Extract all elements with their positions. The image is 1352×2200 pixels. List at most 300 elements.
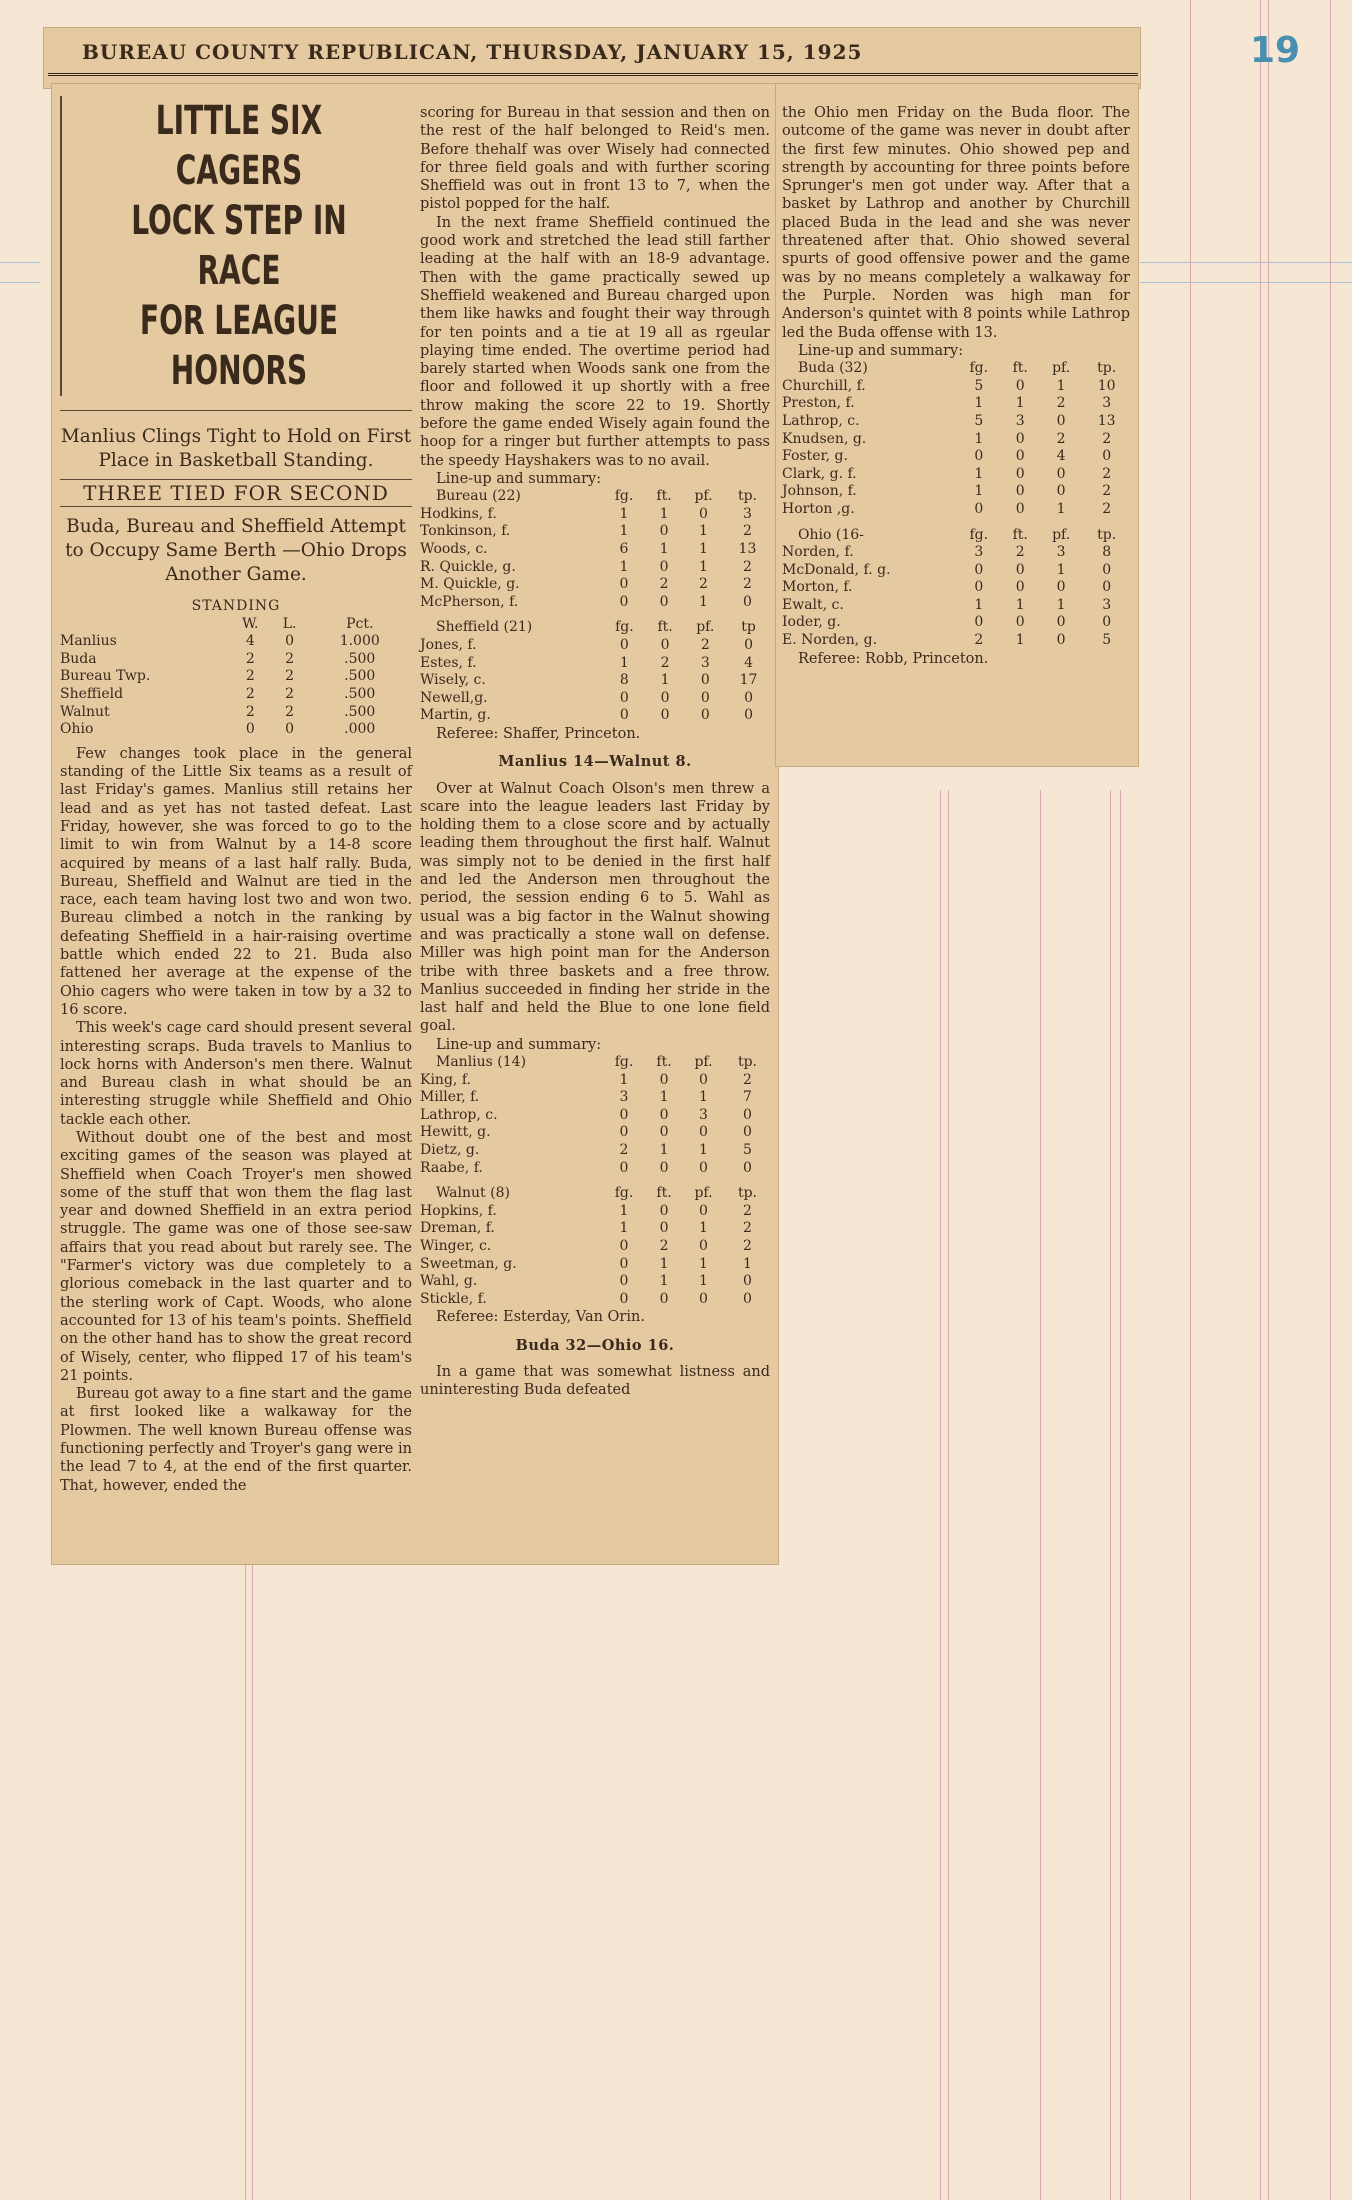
table-cell: 0 [659,1124,669,1141]
table-cell: 2 [660,654,670,671]
article-paragraph: Bureau got away to a fine start and the game at first looked like a walkaway for the Plowmen. The well known Bureau offense was functioning perfectly and Troyer's gang were in the lead 7 to 4, at the end of the first quarter. That, however, ended the [60,1386,412,1494]
table-cell: 0 [285,721,295,738]
table-cell: 2 [1102,483,1112,500]
table-cell: Ohio [60,721,94,738]
table-cell: 0 [743,1106,752,1123]
ledger-line [0,282,40,283]
subhead: Buda 32—Ohio 16. [515,1336,675,1354]
table-cell: 2 [245,650,255,667]
table-row [420,1273,770,1291]
table-row [60,633,412,651]
table-cell: 0 [1015,465,1025,482]
table-cell: Hodkins, f. [420,505,497,522]
table-cell: 5 [974,412,984,429]
table-cell: 0 [659,1159,669,1176]
article-paragraph: This week's cage card should present several interesting scraps. Buda travels to Manlius to lock horns with Anderson's men there. Walnut and Bureau clash in what should be an interesting struggle while Sheffield and Ohio tackle each other. [60,1020,412,1128]
table-header-row [782,360,1130,378]
ledger-line [1268,0,1269,2200]
table-cell: 3 [974,544,984,561]
table-cell: 2 [285,650,295,667]
table-cell: 0 [743,593,752,610]
table-header: pf. [1052,526,1071,543]
table-cell: 0 [659,1071,669,1088]
table-cell: 1 [1015,632,1025,649]
table-cell: 1 [619,654,629,671]
table-cell: 0 [659,558,669,575]
table-cell: 2 [974,632,984,649]
table-header: L. [282,615,297,632]
table-cell: 0 [619,689,629,706]
lineup-label: Line-up and summary: [798,342,964,359]
table-cell: 13 [1097,412,1116,429]
table-cell: Hopkins, f. [420,1202,497,1219]
table-cell: 0 [619,1273,629,1290]
table-cell: 0 [1056,412,1066,429]
table-cell: 0 [699,1071,708,1088]
ledger-line [1120,790,1121,2200]
table-cell: M. Quickle, g. [420,576,520,593]
table-cell: 10 [1097,377,1116,394]
table-cell: 1 [699,558,708,575]
table-cell: Knudsen, g. [782,430,867,447]
box-score-sheffield [420,619,770,725]
table-cell: 8 [619,672,629,689]
table-cell: Dreman, f. [420,1220,495,1237]
table-cell: 2 [743,576,752,593]
article-paragraph: the Ohio men Friday on the Buda floor. The outcome of the game was never in doubt after the first few minutes. Ohio showed pep and strength by accounting for three points before Sprunger's men got under way. After that a basket by Lathrop and another by Churchill placed Buda in the lead and she was never threatened after that. Ohio showed several spurts of good offensive power and the game was by no means completely a walkaway for the Purple. Norden was high man for Anderson's quintet with 8 points while Lathrop led the Buda offense with 13. [782,105,1130,341]
article-paragraph: Few changes took place in the general standing of the Little Six teams as a result of last Friday's games. Manlius still retains her lead and as yet has not tasted defeat. Last Friday, however, she was forced to go to the limit to win from Walnut by a 14-8 score acquired by means of a last half rally. Buda, Bureau, Sheffield and Walnut are tied in the race, each team having lost two and won two. Bureau climbed a notch in the ranking by defeating Sheffield in a hair-raising overtime battle which ended 22 to 21. Buda also fattened her average at the expense of the Ohio cagers who were taken in tow by a 32 to 16 score. [60,745,412,1018]
table-cell: 8 [1102,544,1112,561]
table-header: tp. [1097,360,1117,377]
table-header: pf. [694,1185,713,1202]
ledger-line [1040,790,1041,2200]
table-cell: 1 [619,558,629,575]
table-cell: 0 [1015,561,1025,578]
ledger-line [252,1540,253,2200]
table-cell: 0 [245,721,255,738]
table-cell: 1 [659,1255,669,1272]
table-cell: Martin, g. [420,707,491,724]
table-cell: 1 [1056,500,1066,517]
table-cell: Sheffield [60,685,124,702]
table-row [782,395,1130,413]
deck-1: Manlius Clings Tight to Hold on First Place in Basketball Standing. [60,410,412,473]
box-score-walnut [420,1185,770,1308]
table-cell: 7 [743,1089,752,1106]
page-number: 19 [1250,30,1301,71]
table-cell: 3 [743,505,752,522]
table-row [420,559,770,577]
table-cell: 1 [1015,395,1025,412]
table-cell: Woods, c. [420,541,488,558]
table-cell: 1 [1056,377,1066,394]
table-cell: Johnson, f. [782,483,857,500]
table-cell: Churchill, f. [782,377,866,394]
table-cell: 2 [245,703,255,720]
table-cell: 1 [699,1089,708,1106]
table-row [420,1160,770,1178]
table-cell: McDonald, f. g. [782,561,891,578]
table-cell: 0 [1056,483,1066,500]
table-cell: Jones, f. [420,636,477,653]
table-header: ft. [1012,526,1028,543]
table-header [60,616,229,634]
table-cell: 4 [744,654,753,671]
table-cell: 2 [743,523,752,540]
table-header: tp. [737,488,757,505]
subhead: Manlius 14—Walnut 8. [498,753,692,771]
table-cell: 1 [699,1220,708,1237]
standings-title: STANDING [191,598,281,615]
table-row [782,413,1130,431]
table-cell: 3 [699,1106,708,1123]
table-cell: 0 [700,672,710,689]
table-row [60,651,412,669]
table-cell: Stickle, f. [420,1290,487,1307]
table-cell: 2 [659,1237,669,1254]
table-cell: 0 [700,689,710,706]
table-row [60,668,412,686]
table-cell: 2 [700,636,710,653]
box-score-ohio [782,527,1130,650]
table-header: tp. [737,1185,757,1202]
table-header: ft. [657,619,673,636]
table-cell: 2 [743,1071,752,1088]
table-cell: 1 [659,1089,669,1106]
table-cell: 0 [619,1106,629,1123]
table-header: fg. [969,526,989,543]
table-cell: 1 [619,1202,629,1219]
table-cell: 0 [660,707,670,724]
table-cell: 1 [974,483,984,500]
table-cell: Lathrop, c. [782,412,860,429]
table-row [420,1072,770,1090]
table-row [420,1220,770,1238]
table-cell: McPherson, f. [420,593,519,610]
table-cell: 1 [660,672,670,689]
headline-block [60,96,412,396]
table-cell: Horton ,g. [782,500,855,517]
table-cell: 0 [1015,377,1025,394]
deck-2: THREE TIED FOR SECOND [60,479,412,507]
table-cell: 0 [974,448,984,465]
article-paragraph: scoring for Bureau in that session and then on the rest of the half belonged to Reid's men. Before thehalf was over Wisely had connected for three field goals and with further scoring Sheffield was out in front 13 to 7, when the pistol popped for the half. [420,105,770,213]
table-cell: 1 [619,1220,629,1237]
table-cell: 0 [619,1255,629,1272]
table-cell: 2 [743,1237,752,1254]
column-3 [782,104,1130,668]
table-cell: 0 [699,1202,708,1219]
table-row [420,576,770,594]
table-header: Buda (32) [798,360,868,377]
table-cell: Newell,g. [420,689,488,706]
table-cell: Wisely, c. [420,672,486,689]
table-cell: 0 [1015,500,1025,517]
table-cell: 1 [699,593,708,610]
table-cell: 0 [660,689,670,706]
table-cell: 4 [1056,448,1066,465]
ledger-line [1190,0,1191,2200]
table-cell: 0 [974,579,984,596]
table-cell: 1 [1056,561,1066,578]
lineup-label: Line-up and summary: [436,470,602,487]
article-paragraph: Without doubt one of the best and most exciting games of the season was played at Sheffield when Coach Troyer's men showed some of the stuff that won them the flag last year and downed Sheffield in an extra period struggle. The game was one of those see-saw affairs that you read about but rarely see. The "Farmer's victory was due completely to a glorious comeback in the last quarter and to the sterling work of Capt. Woods, who alone accounted for 13 of his team's points. Sheffield on the other hand has to show the great record of Wisely, center, who flipped 17 of his team's 21 points. [60,1129,412,1384]
table-header: Manlius (14) [436,1054,527,1070]
table-row [60,704,412,722]
table-cell: 0 [974,561,984,578]
table-cell: 0 [1015,579,1025,596]
table-header-row [60,616,412,634]
table-cell: 2 [743,558,752,575]
table-cell: 2 [699,576,708,593]
table-cell: 1 [619,1071,629,1088]
ledger-line [0,262,40,263]
table-cell: 0 [744,636,753,653]
table-cell: 0 [699,1159,708,1176]
table-cell: 0 [619,593,629,610]
table-cell: 3 [1015,412,1025,429]
table-cell: .500 [344,650,376,667]
table-cell: Preston, f. [782,395,855,412]
table-header: Walnut (8) [436,1185,510,1202]
table-header: W. [242,615,259,632]
table-cell: 2 [1102,500,1112,517]
table-cell: 0 [743,1273,752,1290]
lineup-label: Line-up and summary: [436,1036,602,1053]
table-cell: .500 [344,703,376,720]
table-cell: Norden, f. [782,544,854,561]
table-cell: Buda [60,650,97,667]
table-cell: .500 [344,668,376,685]
standings-table [60,616,412,739]
table-cell: 2 [245,668,255,685]
table-row [420,1291,770,1309]
table-cell: 0 [660,636,670,653]
table-header: fg. [969,360,989,377]
referee-line: Referee: Esterday, Van Orin. [436,1309,645,1326]
table-cell: 1 [699,1273,708,1290]
box-score-buda [782,360,1130,518]
table-cell: Lathrop, c. [420,1106,498,1123]
table-cell: 5 [1102,632,1112,649]
table-cell: 2 [1056,395,1066,412]
table-row [782,614,1130,632]
table-cell: 1 [699,523,708,540]
table-cell: 0 [699,1124,708,1141]
table-header: Sheffield (21) [436,619,533,636]
table-cell: 0 [700,707,710,724]
table-cell: 0 [1015,614,1025,631]
table-cell: .000 [344,721,376,738]
table-row [420,1142,770,1160]
table-cell: 1 [699,1141,708,1158]
ledger-line [1140,262,1352,263]
box-score-bureau [420,488,770,611]
table-row [782,544,1130,562]
table-header: fg. [614,1054,634,1070]
table-cell: 0 [619,1290,629,1307]
table-row [782,431,1130,449]
ledger-line [245,1540,246,2200]
table-cell: Wahl, g. [420,1273,478,1290]
table-row [420,1203,770,1221]
table-cell: 0 [659,1220,669,1237]
table-cell: Miller, f. [420,1089,480,1106]
table-header: Bureau (22) [436,488,521,505]
table-cell: 2 [1056,430,1066,447]
table-cell: E. Norden, g. [782,632,878,649]
table-row [782,579,1130,597]
table-cell: 1.000 [339,633,380,650]
table-cell: Raabe, f. [420,1159,483,1176]
table-cell: 0 [1056,579,1066,596]
table-cell: 1 [659,541,669,558]
table-cell: 0 [1102,614,1112,631]
table-cell: 0 [974,500,984,517]
table-cell: 6 [619,541,629,558]
headline-line: FOR LEAGUE HONORS [139,298,339,394]
table-header: tp [741,619,756,636]
table-row [420,672,770,690]
table-cell: Dietz, g. [420,1141,480,1158]
table-cell: 2 [245,685,255,702]
deck-3: Buda, Bureau and Sheffield Attempt to Occupy Same Berth —Ohio Drops Another Game. [65,516,407,586]
table-cell: 13 [738,541,757,558]
ledger-line [1140,282,1352,283]
table-header: ft. [1012,360,1028,377]
table-row [420,506,770,524]
headline-line: LITTLE SIX CAGERS [155,98,323,194]
table-cell: Ewalt, c. [782,596,844,613]
table-cell: 0 [1102,448,1112,465]
table-cell: 0 [1015,448,1025,465]
table-row [420,541,770,559]
table-cell: Bureau Twp. [60,668,151,685]
table-cell: Morton, f. [782,579,853,596]
table-row [420,1124,770,1142]
table-row [782,632,1130,650]
table-cell: 1 [699,1255,708,1272]
table-cell: 1 [699,541,708,558]
table-cell: 2 [285,668,295,685]
table-cell: 17 [739,672,758,689]
article-paragraph: In the next frame Sheffield continued the good work and stretched the lead still farther leading at the half with an 18-9 advantage. Then with the game practically sewed up Sheffield weakened and Bureau charged upon them like hawks and fought their way through for ten points and a tie at 19 all as rgeular playing time ended. The overtime period had barely started when Woods sank one from the floor and followed it up shortly with a free throw making the score 22 to 19. Shortly before the game ended Wisely again found the hoop for a ringer but further attempts to pass the speedy Hayshakers was to no avail. [420,214,770,469]
table-cell: 3 [1102,395,1112,412]
article-paragraph: In a game that was somewhat listness and uninteresting Buda defeated [420,1363,770,1399]
table-cell: 0 [744,689,753,706]
ledger-line [948,790,949,2200]
table-cell: 0 [1015,483,1025,500]
table-header: fg. [614,488,634,505]
table-header: Ohio (16- [798,526,864,543]
table-cell: Ioder, g. [782,614,841,631]
table-cell: 0 [1056,614,1066,631]
table-cell: 0 [659,523,669,540]
table-cell: .500 [344,685,376,702]
table-cell: 1 [659,1273,669,1290]
ledger-line [1110,790,1111,2200]
table-cell: 0 [1102,579,1112,596]
table-row [782,562,1130,580]
table-header-row [420,1185,770,1203]
table-cell: 0 [1056,632,1066,649]
ledger-line [1260,0,1261,2200]
table-header: pf. [696,619,715,636]
table-header: fg. [614,1185,634,1202]
table-cell: 1 [974,430,984,447]
table-cell: 0 [659,1106,669,1123]
table-cell: 3 [700,654,710,671]
table-row [420,690,770,708]
table-cell: 0 [1015,430,1025,447]
table-cell: 0 [699,505,708,522]
table-header: tp. [1097,526,1117,543]
table-row [782,483,1130,501]
table-header-row [782,527,1130,545]
table-cell: 2 [1015,544,1025,561]
table-header: ft. [656,1054,672,1070]
ledger-line [940,790,941,2200]
table-row [420,1089,770,1107]
table-row [420,523,770,541]
table-cell: Foster, g. [782,448,848,465]
table-cell: 0 [619,1237,629,1254]
table-cell: Hewitt, g. [420,1124,491,1141]
table-header-row [420,619,770,637]
table-cell: 0 [659,1290,669,1307]
table-row [60,721,412,739]
table-cell: 4 [245,633,255,650]
table-cell: 0 [619,636,629,653]
table-header: ft. [656,1185,672,1202]
table-header: pf. [694,1054,713,1070]
table-cell: 1 [974,465,984,482]
table-cell: 0 [659,593,669,610]
table-cell: 0 [1102,561,1112,578]
table-header: pf. [694,488,713,505]
table-header: tp. [737,1054,757,1070]
table-cell: King, f. [420,1071,471,1088]
table-row [782,501,1130,519]
table-row [420,594,770,612]
table-header-row [420,1054,770,1072]
table-header: fg. [615,619,634,636]
table-cell: 5 [974,377,984,394]
table-cell: 0 [619,576,629,593]
table-row [420,637,770,655]
column-1 [60,96,412,1495]
table-cell: 0 [619,1124,629,1141]
table-cell: 1 [974,596,984,613]
table-row [420,655,770,673]
table-cell: 0 [743,1124,752,1141]
table-cell: 0 [619,1159,629,1176]
table-cell: 1 [659,505,669,522]
table-cell: 2 [743,1220,752,1237]
table-cell: Manlius [60,633,117,650]
table-cell: Sweetman, g. [420,1255,517,1272]
table-cell: 2 [285,703,295,720]
table-cell: 1 [619,523,629,540]
table-cell: 0 [744,707,753,724]
table-cell: R. Quickle, g. [420,558,516,575]
table-cell: 1 [974,395,984,412]
table-row [60,686,412,704]
table-header: ft. [656,488,672,505]
table-cell: 0 [699,1290,708,1307]
table-cell: 2 [743,1202,752,1219]
table-row [420,707,770,725]
